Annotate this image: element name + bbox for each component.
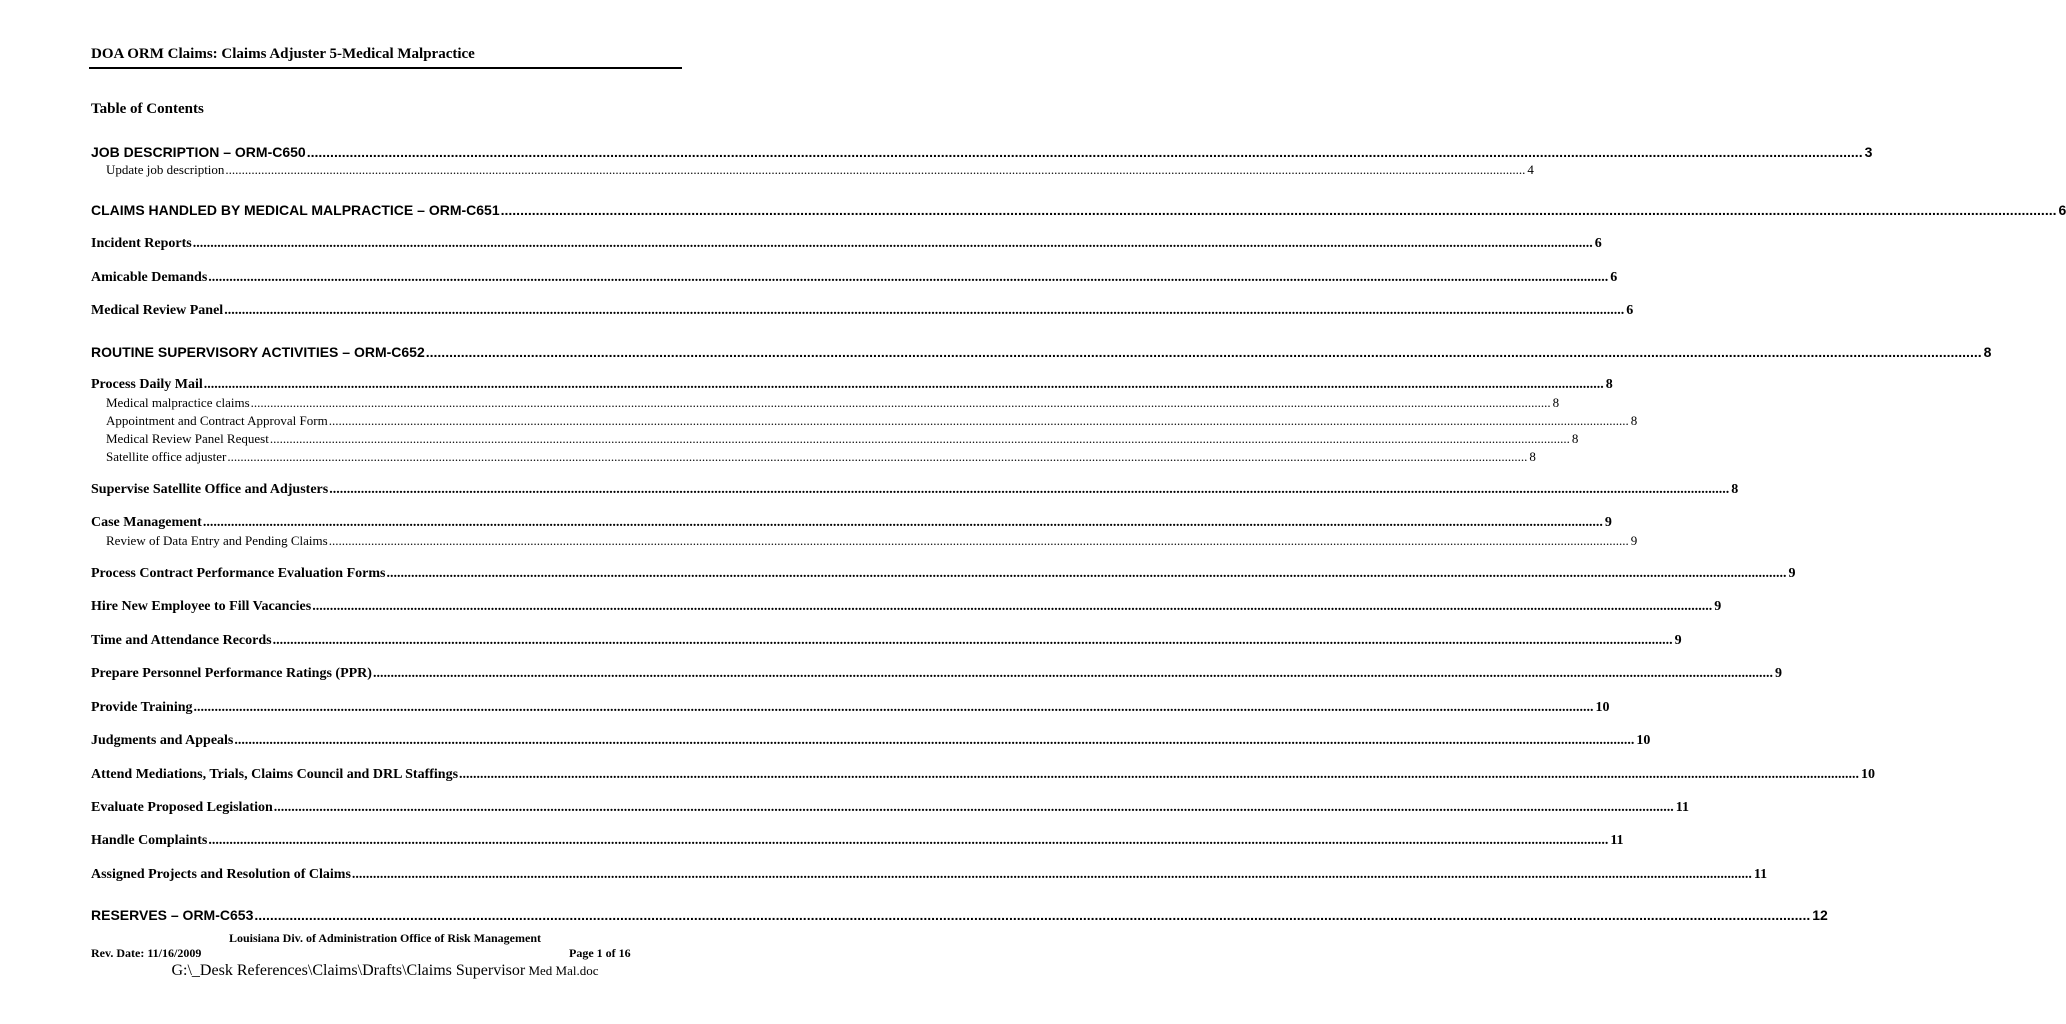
toc-entry-page: 9 — [1630, 533, 1638, 548]
toc-entry-page: 10 — [1636, 733, 1651, 748]
toc-entry-label: Case Management — [91, 515, 202, 530]
toc-dot-leader: ................................................................................................................................................................................................................................................................................................................................................................................................................ — [227, 449, 1528, 464]
toc-entry[interactable] — [106, 413, 1638, 429]
toc-dot-leader: ................................................................................................................................................................................................................................................................................................................................................................................................................ — [269, 431, 1570, 446]
toc-entry-page: 6 — [1610, 270, 1618, 285]
toc-entry-label: JOB DESCRIPTION – ORM-C650 — [91, 144, 306, 160]
footer-page-number: Page 1 of 16 — [569, 946, 631, 960]
toc-entry-label: Medical Review Panel Request — [106, 431, 269, 446]
toc-dot-leader: ................................................................................................................................................................................................................................................................................................................................................................................................................ — [372, 666, 1773, 681]
footer-path-main: G:\_Desk References\Claims\Drafts\Claims Supervisor — [171, 962, 526, 979]
toc-entry-page: 11 — [1610, 833, 1624, 848]
toc-entry-label: CLAIMS HANDLED BY MEDICAL MALPRACTICE – ORM-C651 — [91, 202, 500, 218]
toc-dot-leader: ................................................................................................................................................................................................................................................................................................................................................................................................................ — [328, 413, 1629, 428]
toc-dot-leader: ................................................................................................................................................................................................................................................................................................................................................................................................................ — [273, 800, 1674, 815]
toc-entry-page: 8 — [1605, 377, 1613, 392]
toc-entry-label: Judgments and Appeals — [91, 733, 234, 748]
toc-entry[interactable] — [91, 633, 1682, 649]
toc-entry-page: 4 — [1527, 162, 1534, 177]
toc-entry-label: Incident Reports — [91, 236, 192, 251]
header-rule — [89, 67, 682, 69]
toc-dot-leader: ................................................................................................................................................................................................................................................................................................................................................................................................................ — [192, 236, 1593, 251]
toc-entry-label: Medical Review Panel — [91, 303, 224, 318]
toc-entry-page: 6 — [2058, 202, 2066, 218]
toc-dot-leader: ................................................................................................................................................................................................................................................................................................................................................................................................................ — [329, 482, 1730, 497]
toc-entry[interactable] — [91, 303, 1634, 319]
toc-entry[interactable] — [91, 202, 2066, 218]
toc-dot-leader: ................................................................................................................................................................................................................................................................................................................................................................................................................ — [328, 533, 1629, 548]
toc-entry-page: 9 — [1774, 666, 1782, 681]
toc-entry[interactable] — [106, 162, 1534, 178]
toc-entry[interactable] — [91, 344, 1992, 360]
footer-file-path — [0, 962, 770, 980]
toc-entry-page: 6 — [1594, 236, 1602, 251]
toc-entry-page: 3 — [1864, 144, 1873, 160]
toc-entry[interactable] — [91, 599, 1722, 615]
toc-entry[interactable] — [91, 733, 1651, 749]
toc-entry[interactable] — [91, 907, 1828, 923]
toc-dot-leader: ................................................................................................................................................................................................................................................................................................................................................................................................................ — [208, 833, 1609, 848]
toc-entry-label: Assigned Projects and Resolution of Claims — [91, 867, 351, 882]
toc-dot-leader: ................................................................................................................................................................................................................................................................................................................................................................................................................ — [306, 144, 1863, 160]
footer-path-file: Med Mal.doc — [525, 963, 599, 978]
toc-entry-page: 10 — [1861, 767, 1876, 782]
toc-entry[interactable] — [91, 515, 1612, 531]
toc-entry-label: Supervise Satellite Office and Adjusters — [91, 482, 329, 497]
toc-entry-page: 8 — [1529, 449, 1536, 464]
document-header: DOA ORM Claims: Claims Adjuster 5-Medical Malpractice — [91, 46, 475, 62]
toc-dot-leader: ................................................................................................................................................................................................................................................................................................................................................................................................................ — [500, 202, 2057, 218]
toc-dot-leader: ................................................................................................................................................................................................................................................................................................................................................................................................................ — [208, 270, 1609, 285]
toc-entry-page: 8 — [1630, 413, 1638, 428]
toc-dot-leader: ................................................................................................................................................................................................................................................................................................................................................................................................................ — [272, 633, 1673, 648]
toc-entry[interactable] — [106, 431, 1579, 447]
toc-entry-page: 10 — [1595, 700, 1610, 715]
toc-entry-page: 6 — [1626, 303, 1634, 318]
toc-dot-leader: ................................................................................................................................................................................................................................................................................................................................................................................................................ — [193, 700, 1594, 715]
toc-entry-label: Attend Mediations, Trials, Claims Council and DRL Staffings — [91, 767, 459, 782]
toc-entry-label: Satellite office adjuster — [106, 449, 227, 464]
toc-entry-page: 8 — [1983, 344, 1992, 360]
toc-entry-label: RESERVES – ORM-C653 — [91, 907, 254, 923]
toc-dot-leader: ................................................................................................................................................................................................................................................................................................................................................................................................................ — [224, 303, 1625, 318]
toc-entry-label: Appointment and Contract Approval Form — [106, 413, 328, 428]
toc-entry[interactable] — [91, 270, 1618, 286]
toc-entry-page: 9 — [1788, 566, 1796, 581]
toc-entry[interactable] — [91, 700, 1610, 716]
toc-dot-leader: ................................................................................................................................................................................................................................................................................................................................................................................................................ — [425, 344, 1982, 360]
toc-entry-label: ROUTINE SUPERVISORY ACTIVITIES – ORM-C652 — [91, 344, 425, 360]
toc-dot-leader: ................................................................................................................................................................................................................................................................................................................................................................................................................ — [254, 907, 1811, 923]
toc-entry[interactable] — [91, 566, 1796, 582]
toc-heading: Table of Contents — [91, 101, 204, 117]
toc-dot-leader: ................................................................................................................................................................................................................................................................................................................................................................................................................ — [386, 566, 1787, 581]
toc-entry-page: 11 — [1753, 867, 1768, 882]
toc-entry-label: Evaluate Proposed Legislation — [91, 800, 273, 815]
toc-entry[interactable] — [106, 533, 1638, 549]
toc-entry-page: 11 — [1675, 800, 1689, 815]
toc-dot-leader: ................................................................................................................................................................................................................................................................................................................................................................................................................ — [202, 515, 1603, 530]
toc-entry-label: Hire New Employee to Fill Vacancies — [91, 599, 312, 614]
toc-dot-leader: ................................................................................................................................................................................................................................................................................................................................................................................................................ — [312, 599, 1713, 614]
toc-dot-leader: ................................................................................................................................................................................................................................................................................................................................................................................................................ — [459, 767, 1860, 782]
toc-entry-label: Provide Training — [91, 700, 193, 715]
toc-dot-leader: ................................................................................................................................................................................................................................................................................................................................................................................................................ — [234, 733, 1635, 748]
toc-dot-leader: ................................................................................................................................................................................................................................................................................................................................................................................................................ — [203, 377, 1604, 392]
toc-entry[interactable] — [91, 833, 1624, 849]
toc-entry-page: 9 — [1714, 599, 1722, 614]
toc-entry-label: Review of Data Entry and Pending Claims — [106, 533, 328, 548]
toc-entry[interactable] — [106, 395, 1560, 411]
footer-rev-date: Rev. Date: 11/16/2009 — [91, 946, 202, 960]
toc-entry[interactable] — [91, 867, 1768, 883]
toc-entry-label: Process Contract Performance Evaluation Forms — [91, 566, 386, 581]
toc-entry-page: 8 — [1571, 431, 1579, 446]
toc-entry[interactable] — [91, 144, 1873, 160]
toc-entry[interactable] — [91, 377, 1613, 393]
toc-entry-page: 8 — [1731, 482, 1739, 497]
toc-entry[interactable] — [91, 767, 1876, 783]
toc-entry-label: Time and Attendance Records — [91, 633, 272, 648]
toc-entry[interactable] — [91, 800, 1689, 816]
toc-entry-page: 8 — [1552, 395, 1560, 410]
toc-entry[interactable] — [106, 449, 1536, 465]
toc-entry-page: 12 — [1812, 907, 1828, 923]
toc-entry-label: Update job description — [106, 162, 225, 177]
toc-entry[interactable] — [91, 236, 1602, 252]
toc-entry-label: Prepare Personnel Performance Ratings (PPR) — [91, 666, 372, 681]
toc-entry-label: Process Daily Mail — [91, 377, 203, 392]
toc-dot-leader: ................................................................................................................................................................................................................................................................................................................................................................................................................ — [351, 867, 1752, 882]
toc-dot-leader: ................................................................................................................................................................................................................................................................................................................................................................................................................ — [250, 395, 1551, 410]
toc-dot-leader: ................................................................................................................................................................................................................................................................................................................................................................................................................ — [225, 162, 1526, 177]
toc-entry[interactable] — [91, 482, 1739, 498]
toc-entry[interactable] — [91, 666, 1782, 682]
toc-entry-page: 9 — [1674, 633, 1682, 648]
footer-organization: Louisiana Div. of Administration Office of Risk Management — [228, 931, 541, 945]
toc-entry-page: 9 — [1604, 515, 1612, 530]
toc-entry-label: Medical malpractice claims — [106, 395, 250, 410]
toc-entry-label: Amicable Demands — [91, 270, 208, 285]
toc-entry-label: Handle Complaints — [91, 833, 208, 848]
